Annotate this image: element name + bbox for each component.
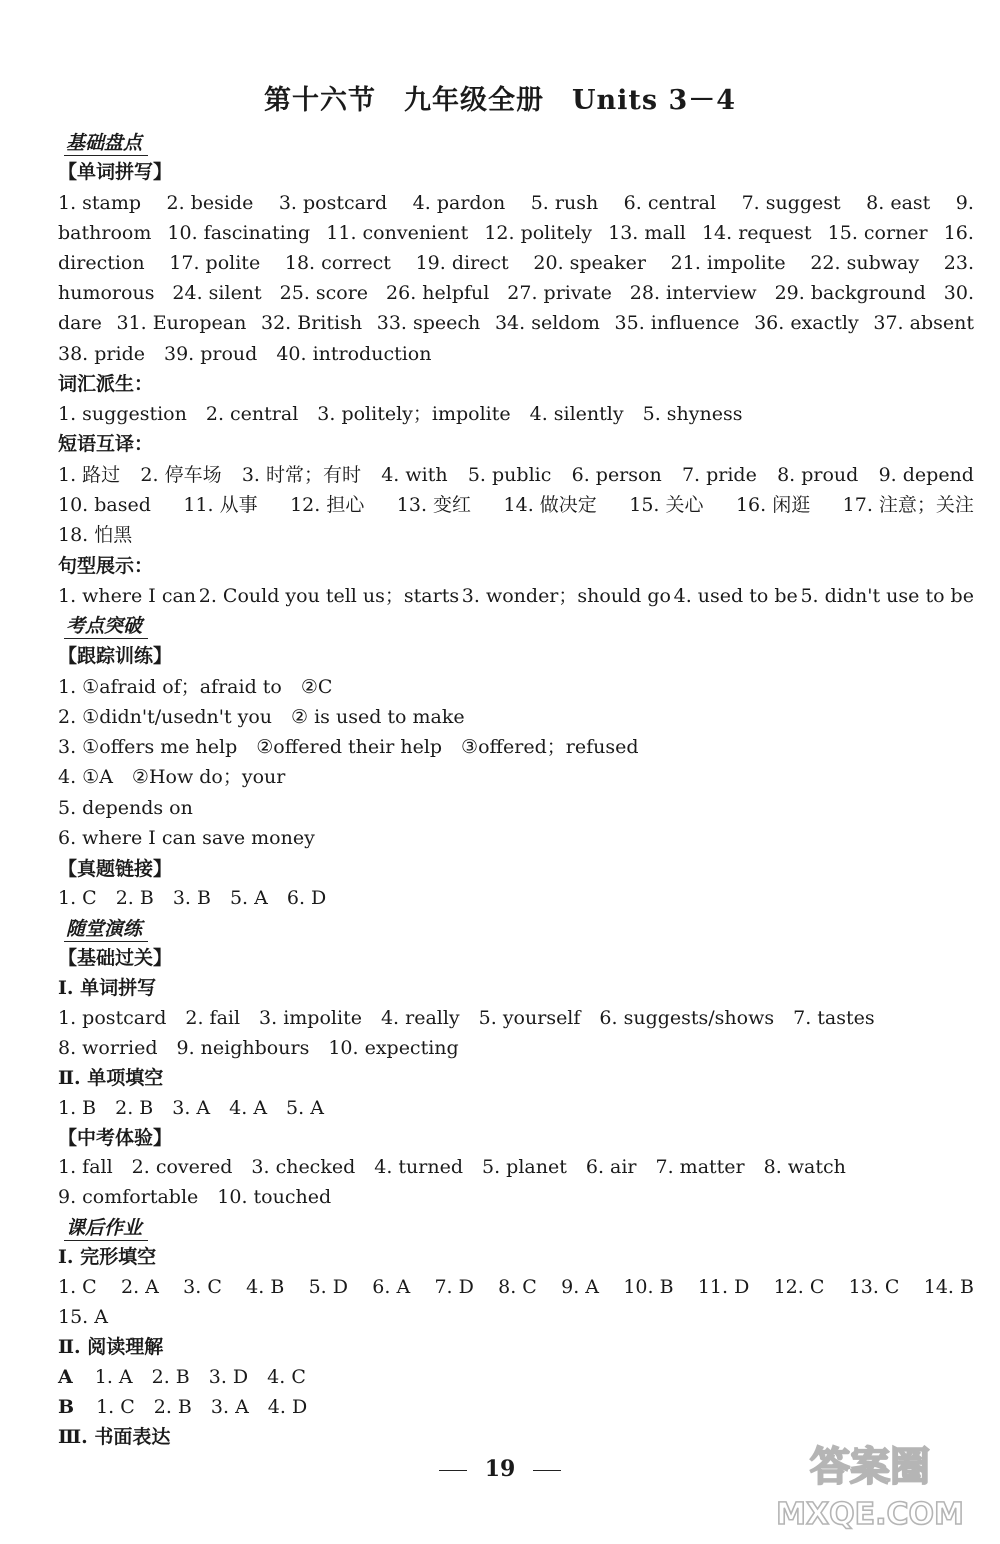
answer-item: 11. 从事	[183, 494, 258, 516]
answer-item: 33. speech	[376, 312, 481, 334]
reading-a-text: 1. A 2. B 3. D 4. C	[94, 1366, 306, 1388]
answer-item: 21. impolite	[670, 252, 786, 274]
answer-item: 35. influence	[614, 312, 740, 334]
answer-item: 7. suggest	[741, 192, 841, 214]
subheading-word-spelling-2: Ⅰ. 单词拼写	[58, 977, 157, 999]
watermark-bottom-text: MXQE.COM	[776, 1497, 964, 1532]
cloze-last-line: 15. A	[58, 1306, 108, 1328]
subheading-cloze: Ⅰ. 完形填空	[58, 1246, 157, 1268]
answer-item: 26. helpful	[386, 282, 490, 304]
answer-item: bathroom	[58, 222, 152, 244]
answer-item: 8. east	[866, 192, 931, 214]
sentence-answer-item: 2. Could you tell us；starts	[198, 585, 460, 607]
answer-line	[58, 492, 974, 518]
tracking-answer-line: 6. where I can save money	[58, 827, 315, 849]
word-spelling-2-line-1: 1. postcard 2. fail 3. impolite 4. really 5. yourself 6. suggests/shows 7. tastes	[58, 1007, 875, 1029]
answer-item: 12. politely	[484, 222, 593, 244]
subheading-multiple-choice: Ⅱ. 单项填空	[58, 1067, 164, 1089]
answer-item: 12. 担心	[290, 494, 365, 516]
answer-item: 15. corner	[827, 222, 928, 244]
answer-item: 6. person	[571, 464, 662, 486]
tracking-answer-line: 4. ①A ②How do；your	[58, 766, 286, 788]
sentence-pattern-answers	[58, 583, 974, 609]
answer-item: 17. 注意；关注	[842, 494, 974, 516]
reading-a-answers	[58, 1364, 306, 1390]
cloze-answer-item: 7. D	[434, 1276, 474, 1298]
section-heading-in-class-practice: 随堂演练	[64, 917, 148, 942]
cloze-answer-item: 4. B	[246, 1276, 285, 1298]
answer-line	[58, 310, 974, 336]
answer-item: 9.	[955, 192, 974, 214]
reading-b-text: 1. C 2. B 3. A 4. D	[96, 1396, 308, 1418]
cloze-answer-item: 9. A	[561, 1276, 600, 1298]
answer-line	[58, 220, 974, 246]
answer-item: 5. rush	[530, 192, 599, 214]
answer-item: 14. 做决定	[503, 494, 597, 516]
answer-item: 19. direct	[415, 252, 509, 274]
section-heading-basics: 基础盘点	[64, 131, 148, 156]
tracking-answer-line: 1. ①afraid of；afraid to ②C	[58, 676, 333, 698]
answer-item: 20. speaker	[533, 252, 646, 274]
answer-item: 1. stamp	[58, 192, 142, 214]
zhongkao-line-1: 1. fall 2. covered 3. checked 4. turned 5. planet 6. air 7. matter 8. watch	[58, 1156, 846, 1178]
cloze-answer-item: 13. C	[848, 1276, 900, 1298]
answer-item: 14. request	[701, 222, 812, 244]
answer-line	[58, 250, 974, 276]
cloze-answer-item: 1. C	[58, 1276, 97, 1298]
answer-item: 13. mall	[608, 222, 686, 244]
subheading-reading: Ⅱ. 阅读理解	[58, 1336, 164, 1358]
subheading-word-spelling: 【单词拼写】	[58, 161, 173, 183]
answer-line	[58, 462, 974, 488]
answer-item: 7. pride	[681, 464, 757, 486]
answer-item: 30.	[943, 282, 974, 304]
sentence-answer-item: 1. where I can	[58, 585, 197, 607]
page-title: 第十六节 九年级全册 Units 3－4	[263, 85, 737, 116]
tracking-answer-line: 3. ①offers me help ②offered their help ③offered；refused	[58, 736, 639, 758]
answer-item: 3. postcard	[278, 192, 388, 214]
subheading-zhongkao-experience: 【中考体验】	[58, 1127, 173, 1149]
subheading-tracking-practice: 【跟踪训练】	[58, 645, 173, 667]
watermark-top-text: 答案圈	[810, 1444, 930, 1490]
answer-item: 22. subway	[810, 252, 920, 274]
answer-item: 17. polite	[169, 252, 261, 274]
answer-item: 15. 关心	[629, 494, 704, 516]
answer-item: dare	[58, 312, 102, 334]
subheading-real-exam-link: 【真题链接】	[58, 858, 173, 880]
section-heading-key-points: 考点突破	[64, 614, 148, 639]
dash-right	[533, 1470, 561, 1471]
subheading-sentence-patterns: 句型展示：	[58, 555, 154, 577]
answer-item: 28. interview	[629, 282, 757, 304]
answer-item: 23.	[943, 252, 974, 274]
tracking-answer-line: 5. depends on	[58, 797, 193, 819]
subheading-writing: Ⅲ. 书面表达	[58, 1426, 171, 1448]
reading-b-letter: B	[58, 1396, 75, 1418]
sentence-answer-item: 4. used to be	[673, 585, 798, 607]
cloze-answer-item: 3. C	[183, 1276, 222, 1298]
cloze-answer-item: 5. D	[308, 1276, 348, 1298]
answer-item: 37. absent	[873, 312, 974, 334]
derivation-answers: 1. suggestion 2. central 3. politely；impolite 4. silently 5. shyness	[58, 403, 743, 425]
answer-item: humorous	[58, 282, 155, 304]
sentence-answer-item: 5. didn't use to be	[800, 585, 974, 607]
answer-item: 10. fascinating	[167, 222, 311, 244]
zhongkao-line-2: 9. comfortable 10. touched	[58, 1186, 332, 1208]
answer-item: 2. beside	[166, 192, 254, 214]
answer-item: 3. 时常；有时	[241, 464, 361, 486]
answer-item: 27. private	[507, 282, 612, 304]
answer-item: 36. exactly	[754, 312, 859, 334]
cloze-answers	[58, 1274, 974, 1300]
answer-item: 34. seldom	[494, 312, 600, 334]
answer-line	[58, 190, 974, 216]
word-spelling-2-line-2: 8. worried 9. neighbours 10. expecting	[58, 1037, 459, 1059]
answer-item: 16.	[943, 222, 974, 244]
subheading-basic-level: 【基础过关】	[58, 947, 173, 969]
answer-item: 5. public	[467, 464, 552, 486]
cloze-answer-item: 11. D	[697, 1276, 750, 1298]
cloze-answer-item: 14. B	[923, 1276, 974, 1298]
reading-b-answers	[58, 1394, 307, 1420]
tracking-answer-line: 2. ①didn't/usedn't you ② is used to make	[58, 706, 465, 728]
answer-item: 8. proud	[777, 464, 859, 486]
answer-item: 4. with	[381, 464, 448, 486]
answer-item: 6. central	[623, 192, 717, 214]
dash-left	[439, 1470, 467, 1471]
real-exam-answers: 1. C 2. B 3. B 5. A 6. D	[58, 887, 327, 909]
answer-item: direction	[58, 252, 145, 274]
watermark-logo	[752, 1434, 988, 1534]
cloze-answer-item: 10. B	[623, 1276, 674, 1298]
answer-item: 29. background	[774, 282, 926, 304]
multiple-choice-answers: 1. B 2. B 3. A 4. A 5. A	[58, 1097, 324, 1119]
answer-item: 25. score	[279, 282, 369, 304]
cloze-answer-item: 12. C	[773, 1276, 825, 1298]
answer-item: 13. 变红	[396, 494, 472, 516]
answer-item: 9. depend	[878, 464, 974, 486]
answer-item: 2. 停车场	[140, 464, 222, 486]
answer-item: 4. pardon	[412, 192, 506, 214]
cloze-answer-item: 6. A	[372, 1276, 411, 1298]
phrase-translation-last-line: 18. 怕黑	[58, 524, 133, 546]
answer-item: 31. European	[116, 312, 247, 334]
reading-a-letter: A	[58, 1366, 73, 1388]
answer-item: 24. silent	[172, 282, 262, 304]
cloze-answer-item: 8. C	[498, 1276, 537, 1298]
subheading-derivation: 词汇派生：	[58, 373, 154, 395]
cloze-answer-item: 2. A	[121, 1276, 159, 1298]
answer-item: 11. convenient	[326, 222, 469, 244]
answer-item: 16. 闲逛	[735, 494, 811, 516]
answer-item: 1. 路过	[58, 464, 121, 486]
answer-item: 10. based	[58, 494, 151, 516]
sentence-answer-item: 3. wonder；should go	[461, 585, 671, 607]
page-number-value: 19	[484, 1456, 516, 1482]
subheading-phrase-translation: 短语互译：	[58, 433, 154, 455]
answer-item: 32. British	[261, 312, 363, 334]
answer-line	[58, 280, 974, 306]
section-heading-homework: 课后作业	[64, 1216, 148, 1241]
word-spelling-last-line: 38. pride 39. proud 40. introduction	[58, 343, 432, 365]
answer-item: 18. correct	[284, 252, 391, 274]
